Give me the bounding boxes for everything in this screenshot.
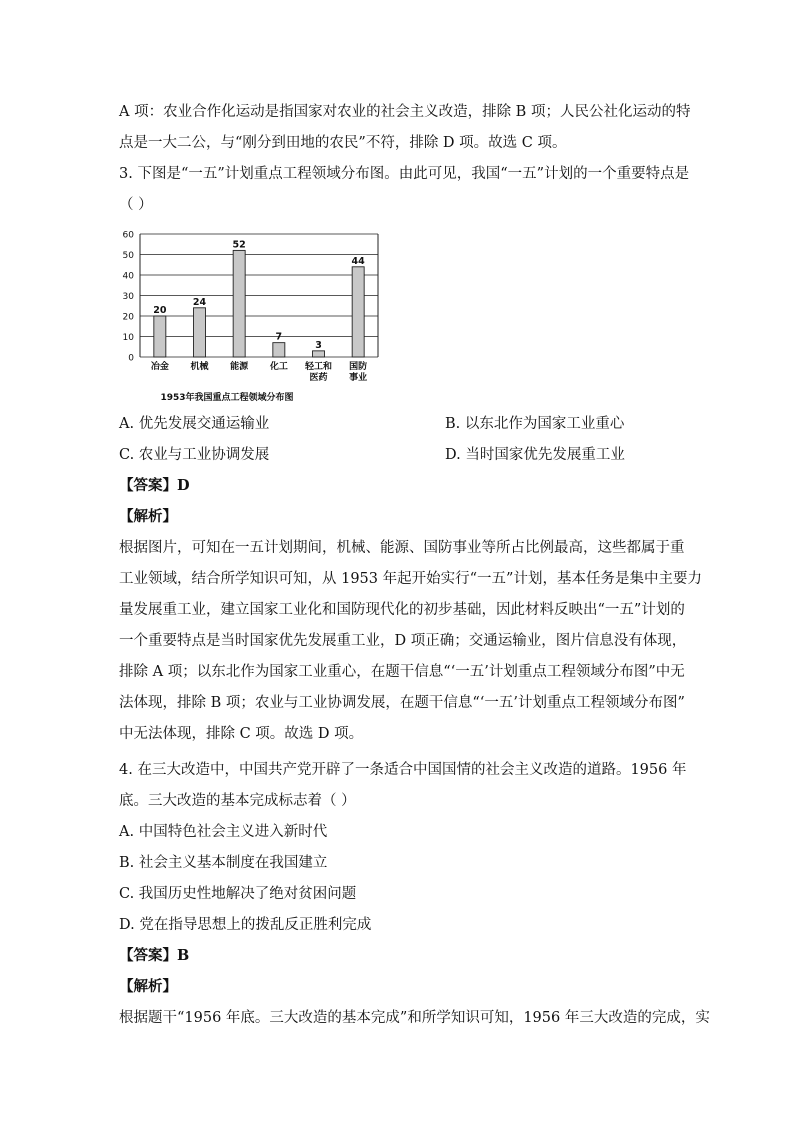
question-4-option-b[interactable]: B. 社会主义基本制度在我国建立 — [119, 855, 328, 871]
data-label: 7 — [275, 331, 283, 343]
category-label: 机械 — [190, 362, 209, 372]
y-tick-label: 20 — [122, 312, 134, 323]
chart-y-ticks — [123, 231, 135, 364]
question-3-option-a[interactable]: A. 优先发展交通运输业 — [119, 416, 270, 432]
analysis-line: 根据题干“1956 年底。三大改造的基本完成”和所学知识可知，1956 年三大改造的完成，实 — [119, 1010, 710, 1026]
question-4-analysis-label: 【解析】 — [119, 978, 177, 995]
data-label: 52 — [232, 239, 246, 251]
question-4-answer: 【答案】B — [119, 947, 190, 964]
category-label: 轻工和 — [304, 362, 333, 372]
bar — [352, 267, 364, 357]
question-3-option-b[interactable]: B. 以东北作为国家工业重心 — [445, 416, 625, 432]
question-4-option-a[interactable]: A. 中国特色社会主义进入新时代 — [119, 824, 328, 840]
y-tick-label: 30 — [122, 292, 134, 302]
bar — [194, 308, 206, 357]
chart-category-labels — [151, 360, 367, 383]
category-label: 事业 — [349, 373, 368, 383]
data-label: 3 — [315, 339, 322, 351]
question-3-answer: 【答案】D — [119, 477, 190, 494]
question-3-option-c[interactable]: C. 农业与工业协调发展 — [119, 447, 270, 463]
analysis-line: 法体现，排除 B 项；农业与工业协调发展，在题干信息“‘一五’计划重点工程领域分布图” — [119, 695, 685, 711]
analysis-line: 排除 A 项；以东北作为国家工业重心，在题干信息“‘一五’计划重点工程领域分布图”中无 — [119, 664, 685, 680]
para1-line: A 项：农业合作化运动是指国家对农业的社会主义改造，排除 B 项；人民公社化运动的特 — [119, 104, 691, 120]
data-label: 20 — [153, 305, 167, 316]
y-tick-label: 60 — [122, 230, 134, 241]
analysis-line: 工业领域，结合所学知识可知，从 1953 年起开始实行“一五”计划，基本任务是集中主要力 — [119, 571, 702, 587]
category-label: 冶金 — [150, 362, 169, 372]
category-label: 国防 — [349, 362, 368, 372]
chart-bars — [154, 250, 364, 357]
y-tick-label: 10 — [122, 333, 134, 343]
para1-line: 点是一大二公，与“刚分到田地的农民”不符，排除 D 项。故选 C 项。 — [119, 135, 567, 151]
question-4-stem: 底。三大改造的基本完成标志着（ ） — [119, 793, 356, 809]
question-4-option-d[interactable]: D. 党在指导思想上的拨乱反正胜利完成 — [119, 917, 372, 933]
chart-title: 1953年我国重点工程领域分布图 — [160, 393, 294, 403]
analysis-line: 量发展重工业，建立国家工业化和国防现代化的初步基础，因此材料反映出“一五”计划的 — [119, 602, 685, 618]
question-4-stem: 4. 在三大改造中，中国共产党开辟了一条适合中国国情的社会主义改造的道路。1956 年 — [119, 762, 687, 778]
y-tick-label: 0 — [128, 353, 134, 364]
analysis-line: 一个重要特点是当时国家优先发展重工业，D 项正确；交通运输业，图片信息没有体现， — [119, 633, 687, 649]
data-label: 44 — [351, 255, 365, 267]
question-3-stem: 3. 下图是“一五”计划重点工程领域分布图。由此可见，我国“一五”计划的一个重要特点是 — [119, 166, 690, 182]
category-label: 化工 — [269, 362, 288, 372]
question-3-option-d[interactable]: D. 当时国家优先发展重工业 — [445, 447, 625, 463]
y-tick-label: 40 — [122, 271, 134, 282]
data-label: 24 — [192, 296, 207, 308]
question-3-analysis-label: 【解析】 — [119, 508, 177, 525]
bar — [154, 316, 166, 357]
bar — [313, 351, 325, 357]
bar — [273, 343, 285, 357]
category-label: 能源 — [230, 362, 249, 372]
question-4-option-c[interactable]: C. 我国历史性地解决了绝对贫困问题 — [119, 886, 357, 902]
chart-grid — [140, 234, 378, 357]
bar — [233, 250, 245, 357]
question-3-paren: （ ） — [119, 197, 153, 213]
bar-chart — [112, 224, 402, 410]
analysis-line: 中无法体现，排除 C 项。故选 D 项。 — [119, 726, 364, 742]
category-label: 医药 — [309, 373, 328, 383]
y-tick-label: 50 — [122, 251, 134, 261]
analysis-line: 根据图片，可知在一五计划期间，机械、能源、国防事业等所占比例最高，这些都属于重 — [119, 540, 685, 556]
